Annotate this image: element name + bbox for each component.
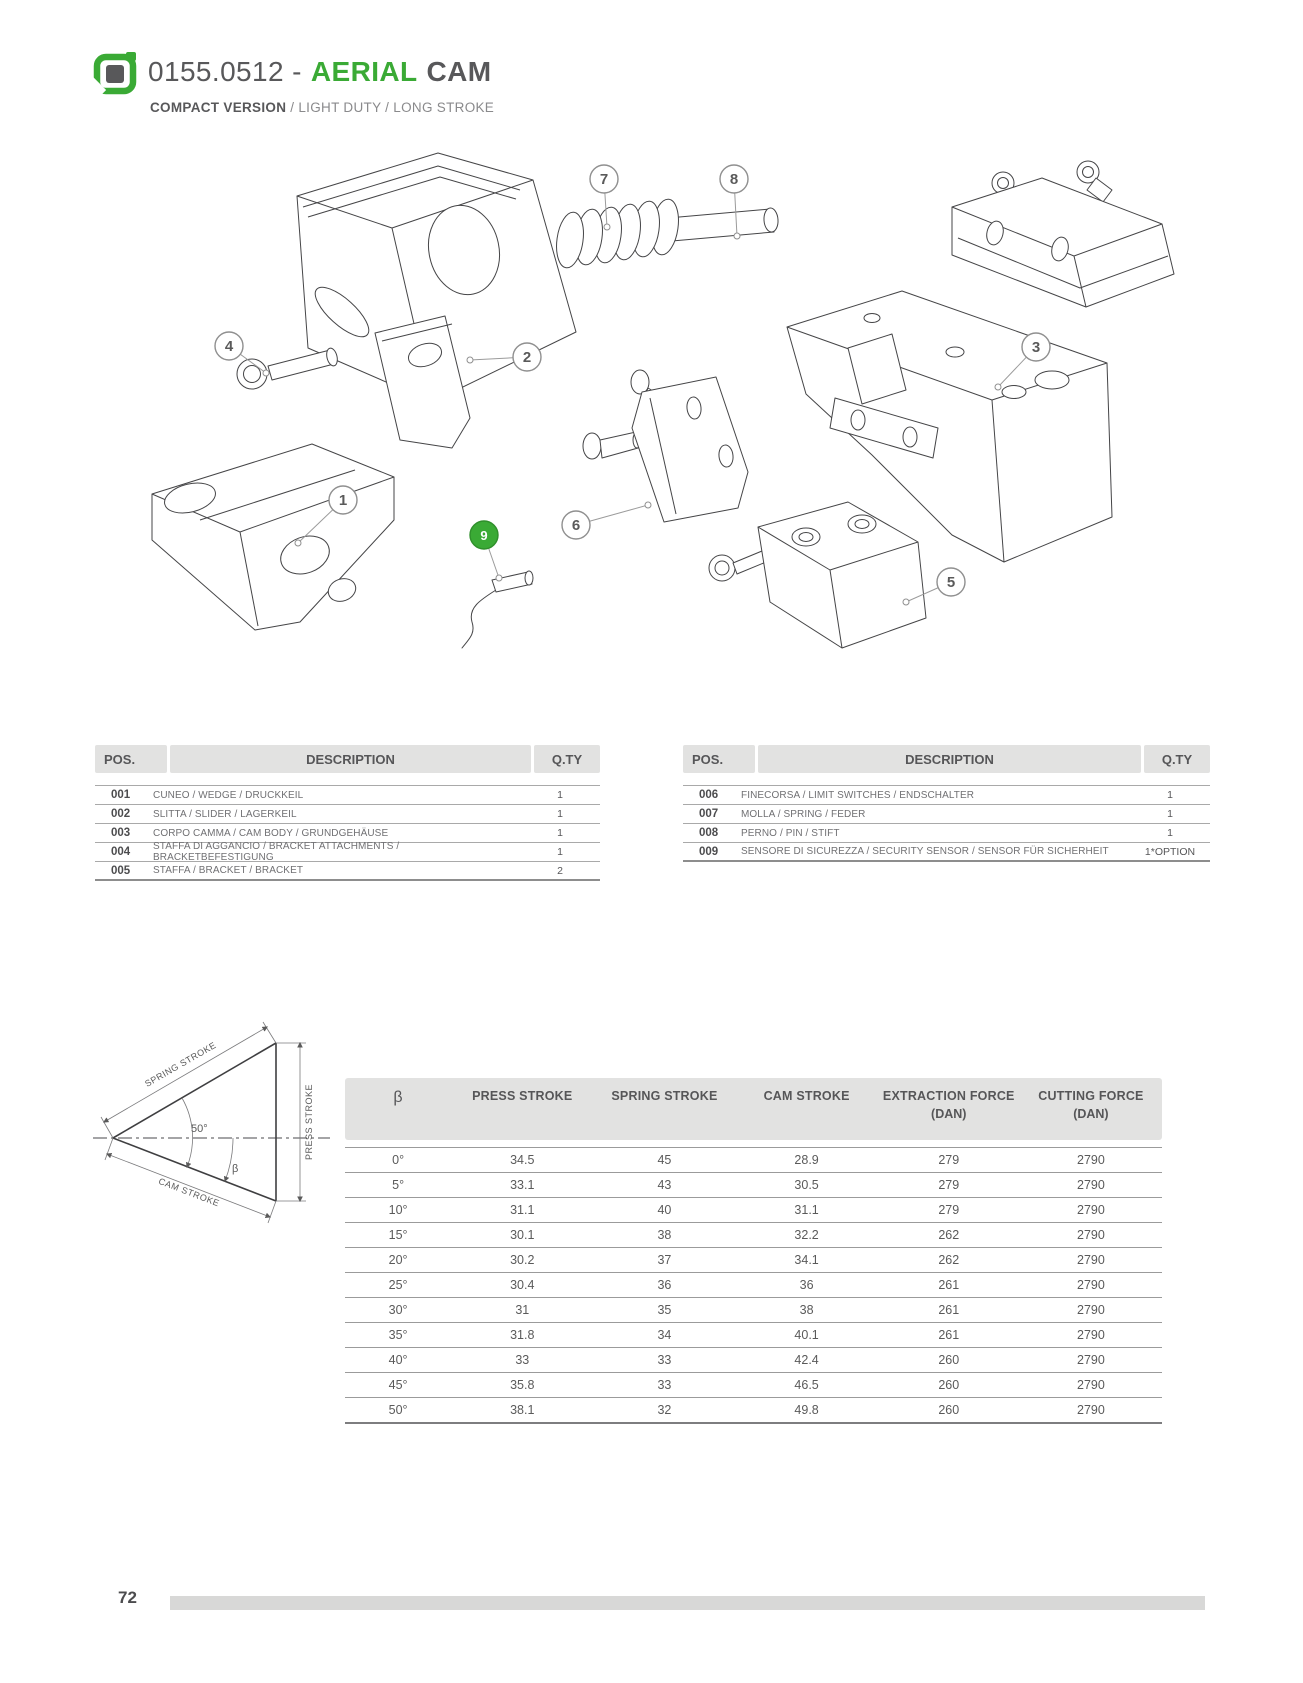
col-header-cam-stroke: [736, 1089, 878, 1140]
cell-spring-stroke: 40: [657, 1203, 672, 1217]
page-title: [148, 56, 491, 88]
product-code: 0155.0512 -: [148, 56, 302, 87]
product-name: CAM: [426, 56, 492, 87]
cell-spring-stroke: 36: [657, 1278, 672, 1292]
parts-table-row: [683, 824, 1210, 843]
press-stroke-label: PRESS STROKE: [304, 1083, 314, 1161]
cell-angle: 10°: [388, 1203, 408, 1217]
cell-press-stroke: 33: [515, 1353, 530, 1367]
callout-9: [470, 521, 502, 581]
stroke-table-row: [345, 1247, 1162, 1272]
pos-cell: 002: [111, 808, 131, 820]
cell-spring-stroke: 34: [657, 1328, 672, 1342]
drawing-spring: [553, 197, 682, 269]
cell-cam-stroke: 34.1: [794, 1253, 819, 1267]
parts-table-row: [95, 843, 600, 862]
cell-cam-stroke: 38: [799, 1303, 814, 1317]
col-header-extraction-label: EXTRACTION FORCE: [882, 1089, 1015, 1103]
drawing-safety-sensor: [462, 571, 533, 648]
cell-press-stroke: 33.1: [510, 1178, 535, 1192]
cell-extraction-force: 261: [938, 1303, 960, 1317]
cell-cam-stroke: 32.2: [794, 1228, 819, 1242]
cell-press-stroke: 30.2: [510, 1253, 535, 1267]
callout-7-label: 7: [599, 171, 609, 188]
drawing-slider: [152, 444, 394, 630]
qty-cell: 1: [1167, 827, 1173, 839]
cell-angle: 5°: [392, 1178, 405, 1192]
col-header-description: DESCRIPTION: [758, 745, 1141, 773]
stroke-table-row: [345, 1272, 1162, 1297]
cell-extraction-force: 260: [938, 1353, 960, 1367]
col-header-beta-label: β: [393, 1089, 403, 1106]
cell-angle: 20°: [388, 1253, 408, 1267]
exploded-view-drawing: [90, 140, 1220, 665]
qty-cell: 1: [1167, 789, 1173, 801]
cell-angle: 45°: [388, 1378, 408, 1392]
subtitle-detail: / LIGHT DUTY / LONG STROKE: [290, 100, 495, 115]
callout-1-label: 1: [338, 492, 348, 509]
parts-table-row: [95, 786, 600, 805]
cell-angle: 35°: [388, 1328, 408, 1342]
pos-cell: 007: [699, 808, 719, 820]
cell-cutting-force: 2790: [1077, 1178, 1105, 1192]
cell-spring-stroke: 38: [657, 1228, 672, 1242]
drawing-pin: [664, 208, 779, 241]
qty-cell: 1: [557, 846, 563, 858]
col-header-description: DESCRIPTION: [170, 745, 531, 773]
stroke-table-row: [345, 1347, 1162, 1372]
cell-press-stroke: 30.4: [510, 1278, 535, 1292]
parts-table-right-rows: [683, 785, 1210, 862]
callout-9-label: 9: [480, 528, 488, 543]
description-cell: STAFFA / BRACKET / BRACKET: [153, 865, 304, 876]
cell-press-stroke: 35.8: [510, 1378, 535, 1392]
description-cell: SENSORE DI SICUREZZA / SECURITY SENSOR / SENSOR FÜR SICHERHEIT: [741, 846, 1109, 857]
cell-cutting-force: 2790: [1077, 1403, 1105, 1417]
qty-cell: 1: [557, 808, 563, 820]
col-header-extraction-force: [878, 1089, 1020, 1140]
col-header-qty: Q.TY: [534, 745, 600, 773]
description-cell: CUNEO / WEDGE / DRUCKKEIL: [153, 789, 304, 801]
pos-cell: 004: [111, 846, 131, 858]
cell-cam-stroke: 46.5: [794, 1378, 819, 1392]
pos-cell: 008: [699, 827, 719, 839]
cell-angle: 0°: [392, 1153, 405, 1167]
pos-cell: 001: [111, 789, 131, 801]
cell-press-stroke: 34.5: [510, 1153, 535, 1167]
cell-cam-stroke: 28.9: [794, 1153, 819, 1167]
callout-6: [562, 502, 651, 539]
cell-extraction-force: 261: [938, 1278, 960, 1292]
stroke-table-row: [345, 1297, 1162, 1322]
cell-cam-stroke: 40.1: [794, 1328, 819, 1342]
col-header-cutting-force: [1020, 1089, 1162, 1140]
description-cell: SLITTA / SLIDER / LAGERKEIL: [153, 808, 297, 820]
cell-cam-stroke: 30.5: [794, 1178, 819, 1192]
qty-cell: 1: [557, 827, 563, 839]
stroke-table-row: [345, 1372, 1162, 1397]
stroke-table-rows: [345, 1147, 1162, 1424]
cell-press-stroke: 38.1: [510, 1403, 535, 1417]
description-cell: CORPO CAMMA / CAM BODY / GRUNDGEHÄUSE: [153, 827, 389, 839]
description-cell: STAFFA DI AGGANCIO / BRACKET ATTACHMENTS / BRACKETBEFESTIGUNG: [153, 841, 400, 863]
cell-cutting-force: 2790: [1077, 1278, 1105, 1292]
cell-press-stroke: 31.8: [510, 1328, 535, 1342]
cell-angle: 15°: [388, 1228, 408, 1242]
col-header-cutting-unit: (DAN): [1073, 1107, 1109, 1121]
qty-cell: 1*OPTION: [1144, 845, 1196, 858]
stroke-table-header: [345, 1078, 1162, 1140]
col-header-spring-stroke: [593, 1089, 735, 1140]
parts-table-right: [683, 745, 1210, 862]
stroke-table-row: [345, 1172, 1162, 1197]
beta-angle-label: β: [232, 1163, 239, 1175]
product-name-highlight: AERIAL: [310, 56, 418, 87]
col-header-beta: [345, 1089, 451, 1140]
cell-extraction-force: 260: [938, 1403, 960, 1417]
cell-spring-stroke: 37: [657, 1253, 672, 1267]
cell-spring-stroke: 33: [657, 1353, 672, 1367]
cell-spring-stroke: 33: [657, 1378, 672, 1392]
description-cell: MOLLA / SPRING / FEDER: [741, 808, 866, 820]
cell-spring-stroke: 45: [657, 1153, 672, 1167]
parts-table-row: [683, 843, 1210, 862]
parts-table-row: [683, 805, 1210, 824]
callout-3-label: 3: [1031, 339, 1041, 356]
cell-cutting-force: 2790: [1077, 1153, 1105, 1167]
cell-cutting-force: 2790: [1077, 1353, 1105, 1367]
cell-spring-stroke: 43: [657, 1178, 672, 1192]
cell-press-stroke: 31: [515, 1303, 530, 1317]
stroke-table-row: [345, 1222, 1162, 1247]
parts-table-left: [95, 745, 600, 881]
callout-2-label: 2: [522, 349, 532, 366]
cell-press-stroke: 30.1: [510, 1228, 535, 1242]
cell-cam-stroke: 31.1: [794, 1203, 819, 1217]
col-header-pos: POS.: [683, 745, 755, 773]
callout-8-label: 8: [729, 171, 739, 188]
stroke-angle-diagram: [88, 1018, 338, 1238]
cell-press-stroke: 31.1: [510, 1203, 535, 1217]
stroke-table-row: [345, 1322, 1162, 1347]
cell-extraction-force: 262: [938, 1253, 960, 1267]
pos-cell: 009: [699, 845, 719, 858]
col-header-press-stroke: [451, 1089, 593, 1140]
qty-cell: 1: [1167, 808, 1173, 820]
brand-logo-icon: [92, 50, 138, 96]
cell-cutting-force: 2790: [1077, 1378, 1105, 1392]
cell-cutting-force: 2790: [1077, 1228, 1105, 1242]
cell-extraction-force: 279: [938, 1178, 960, 1192]
parts-table-row: [95, 805, 600, 824]
page-number: 72: [118, 1588, 137, 1607]
page-subtitle: [150, 100, 494, 115]
cell-extraction-force: 262: [938, 1228, 960, 1242]
stroke-table-row: [345, 1197, 1162, 1222]
cell-extraction-force: 261: [938, 1328, 960, 1342]
cell-extraction-force: 279: [938, 1153, 960, 1167]
qty-cell: 2: [557, 864, 563, 877]
col-header-pos: POS.: [95, 745, 167, 773]
stroke-table-row: [345, 1147, 1162, 1172]
total-angle-label: 50°: [191, 1123, 208, 1135]
parts-table-right-header: [683, 745, 1210, 773]
drawing-limit-switch: [583, 370, 748, 522]
spring-stroke-label: SPRING STROKE: [143, 1039, 218, 1089]
cell-cutting-force: 2790: [1077, 1303, 1105, 1317]
cell-cutting-force: 2790: [1077, 1253, 1105, 1267]
cell-cam-stroke: 42.4: [794, 1353, 819, 1367]
cell-cutting-force: 2790: [1077, 1328, 1105, 1342]
stroke-data-table: [345, 1078, 1162, 1424]
callout-6-label: 6: [571, 517, 581, 534]
cell-extraction-force: 260: [938, 1378, 960, 1392]
col-header-press-label: PRESS STROKE: [472, 1089, 573, 1103]
col-header-qty: Q.TY: [1144, 745, 1210, 773]
col-header-cam-label: CAM STROKE: [763, 1089, 850, 1103]
callout-5-label: 5: [946, 574, 956, 591]
cell-angle: 30°: [388, 1303, 408, 1317]
qty-cell: 1: [557, 789, 563, 801]
pos-cell: 003: [111, 827, 131, 839]
drawing-bracket-bottom: [709, 502, 926, 648]
description-cell: PERNO / PIN / STIFT: [741, 827, 840, 839]
subtitle-version: COMPACT VERSION: [150, 100, 287, 115]
footer-bar: [170, 1596, 1205, 1610]
col-header-cutting-label: CUTTING FORCE: [1038, 1089, 1144, 1103]
cell-angle: 50°: [388, 1403, 408, 1417]
col-header-extraction-unit: (DAN): [931, 1107, 967, 1121]
pos-cell: 005: [111, 864, 131, 877]
callout-4-label: 4: [224, 338, 234, 355]
stroke-table-row: [345, 1397, 1162, 1422]
drawing-bracket-top: [952, 161, 1174, 307]
col-header-spring-label: SPRING STROKE: [611, 1089, 718, 1103]
pos-cell: 006: [699, 789, 719, 801]
parts-table-left-header: [95, 745, 600, 773]
parts-table-left-rows: [95, 785, 600, 881]
cell-spring-stroke: 32: [657, 1403, 672, 1417]
cell-extraction-force: 279: [938, 1203, 960, 1217]
cell-cam-stroke: 36: [799, 1278, 814, 1292]
cell-cam-stroke: 49.8: [794, 1403, 819, 1417]
parts-table-row: [683, 786, 1210, 805]
cell-angle: 25°: [388, 1278, 408, 1292]
cell-spring-stroke: 35: [657, 1303, 672, 1317]
cell-cutting-force: 2790: [1077, 1203, 1105, 1217]
cell-angle: 40°: [388, 1353, 408, 1367]
description-cell: FINECORSA / LIMIT SWITCHES / ENDSCHALTER: [741, 789, 975, 801]
cam-stroke-label: CAM STROKE: [157, 1175, 221, 1209]
parts-table-row: [95, 862, 600, 881]
